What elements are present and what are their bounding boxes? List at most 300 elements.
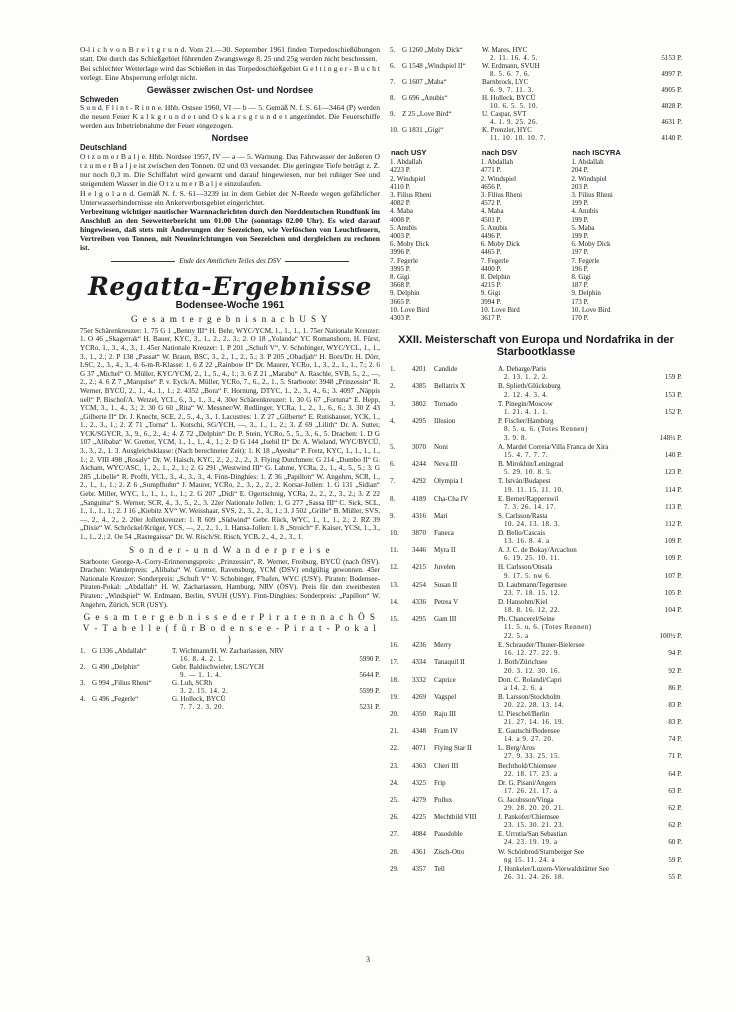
points: 109 P.: [664, 537, 682, 546]
points: 94 P.: [668, 649, 682, 658]
result-row: [390, 416, 682, 425]
race-scores: 21. 27. 14. 16. 19.: [504, 718, 565, 727]
spacer: [92, 703, 172, 711]
boat-cell: [402, 62, 482, 70]
spacer: [390, 873, 412, 881]
points: 74 P.: [668, 735, 682, 744]
points: 5644 P.: [359, 671, 380, 680]
crew: P. Fischer/Hamburg: [498, 416, 554, 425]
spacer: [434, 735, 498, 743]
boat-cell: [402, 126, 482, 134]
result-row-scores: [390, 838, 682, 846]
spacer: [390, 572, 412, 580]
sail-number: 4292: [412, 477, 426, 486]
result-row: [390, 597, 682, 606]
spacer: [390, 134, 402, 142]
rank: 19.: [390, 692, 399, 701]
comparison-row: [390, 240, 682, 248]
spacer: [390, 425, 412, 433]
header-nach-iscyra: nach ISCYRA: [572, 148, 621, 157]
comparison-row: [390, 265, 682, 273]
points-blank: [654, 743, 682, 752]
iscyra-entry: 10. Love Bird: [571, 305, 611, 314]
piraten-row: [80, 647, 380, 655]
sail-number: G 1548: [402, 62, 423, 70]
sail-number: 4071: [412, 744, 426, 753]
owner: G. Luh, SCRh: [172, 679, 213, 688]
yacht-name: Candide: [434, 365, 458, 374]
points-blank: [654, 795, 682, 804]
spacer: [434, 684, 498, 692]
iscyra-entry: 187 P.: [571, 281, 589, 290]
result-row: [390, 692, 682, 701]
iscyra-entry: 199 P.: [571, 199, 589, 208]
iscyra-entry: 204 P.: [571, 166, 589, 175]
points-blank: [350, 647, 380, 655]
usy-entry: 4303 P.: [390, 314, 411, 323]
boat-name: „Abdallah“: [114, 647, 147, 656]
spacer: [390, 735, 412, 743]
boat-cell: [92, 695, 172, 703]
section-heading-ost-nordsee: Gewässer zwischen Ost- und Nordsee: [146, 84, 314, 95]
spacer: [434, 520, 498, 528]
points-blank: [654, 657, 682, 666]
result-row: [390, 459, 682, 468]
points: 4828 P.: [661, 102, 682, 110]
spacer: [434, 606, 498, 614]
dsv-entry: 7. Fegerle: [480, 256, 509, 265]
spacer: [434, 821, 498, 829]
spacer: [390, 70, 402, 78]
spacer: [434, 667, 498, 675]
race-scores: 8. 5. 6. 7. 6.: [490, 70, 531, 78]
yacht-name: Olympia I: [434, 477, 463, 486]
points-blank: [652, 46, 682, 54]
piraten-row: [80, 679, 380, 687]
spacer: [434, 373, 498, 381]
result-row-scores: [390, 408, 682, 416]
race-scores: 26. 31. 24. 26. 18.: [504, 872, 565, 881]
crew: A. J. C. de Bokay/Arcachon: [498, 546, 577, 555]
owner: U. Caspar, SVT: [482, 110, 527, 118]
sail-number: G 994: [92, 679, 110, 688]
spacer: [390, 486, 412, 494]
points-blank: [654, 494, 682, 503]
rank: 8.: [390, 94, 396, 102]
rank: 24.: [390, 778, 399, 787]
sail-number: G 1831: [402, 126, 423, 134]
points: 5231 P.: [359, 703, 380, 712]
sail-number: 4269: [412, 692, 426, 701]
spacer: [390, 649, 412, 657]
piraten-row: [390, 94, 682, 102]
rank: 4.: [80, 695, 86, 704]
result-row: [390, 399, 682, 408]
spacer: [412, 408, 434, 416]
points: [654, 623, 682, 631]
points-blank: [350, 679, 380, 687]
yacht-name: Pasodoble: [434, 830, 463, 839]
result-row-scores: [390, 787, 682, 795]
comparison-row: [390, 306, 682, 314]
crew: Bechthold/Chiemsee: [498, 761, 557, 770]
crew: E. Urrutia/San Sebastian: [498, 830, 568, 839]
yacht-name: Neva III: [434, 460, 458, 469]
spacer: [92, 687, 172, 695]
sail-number: 4084: [412, 830, 426, 839]
result-row: [390, 657, 682, 666]
sail-number: 4295: [412, 416, 426, 425]
usy-entry: 4110 P.: [390, 182, 411, 191]
result-row: [390, 442, 682, 451]
dsv-entry: 3617 P.: [480, 314, 502, 323]
race-scores: 27. 9. 33. 25. 15.: [504, 752, 561, 761]
spacer: [390, 770, 412, 778]
race-scores: 9. 17. 5. nw 6.: [504, 571, 552, 580]
race-scores: 3. 2. 15. 14. 2.: [180, 687, 229, 696]
usy-entry: 5. Anubis: [390, 223, 417, 232]
crew: J. Both/Zürichsee: [498, 658, 548, 667]
rank: 3.: [80, 679, 86, 688]
result-row: [390, 511, 682, 520]
crew: E. Schrauder/Thuner-Bielersee: [498, 641, 585, 650]
race-scores: 24. 23. 19. 19. a: [504, 838, 558, 847]
dsv-entry: 3994 P.: [480, 297, 502, 306]
sail-number: 4325: [412, 778, 426, 787]
usy-entry: 4082 P.: [390, 199, 411, 208]
result-row-scores: [390, 684, 682, 692]
spacer: [412, 856, 434, 864]
usy-entry: 3. Filius Rheni: [390, 191, 432, 200]
spacer: [390, 503, 412, 511]
points: 152 P.: [664, 407, 682, 416]
spacer: [434, 856, 498, 864]
points-blank: [654, 778, 682, 787]
piraten-row-scores: [80, 703, 380, 711]
race-scores: 16. 8. 4. 2. 1.: [180, 655, 225, 664]
spacer: [412, 425, 434, 433]
race-scores: 17. 26. 21. 17. a: [504, 786, 558, 795]
result-row-scores: [390, 632, 682, 640]
iscyra-entry: 7. Fegerle: [571, 256, 600, 265]
spacer: [412, 451, 434, 459]
boat-cell: [402, 110, 482, 118]
race-scores: 11. 10. 10. 10. 7.: [490, 134, 546, 142]
spacer: [402, 102, 482, 110]
points-blank: [654, 614, 682, 623]
spacer: [434, 873, 498, 881]
points-blank: [652, 78, 682, 86]
points-blank: [654, 812, 682, 821]
spacer: [434, 486, 498, 494]
result-row: [390, 812, 682, 821]
points: 86 P.: [668, 683, 682, 692]
result-row-scores: [390, 589, 682, 597]
result-row: [390, 795, 682, 804]
spacer: [412, 606, 434, 614]
spacer: [412, 468, 434, 476]
points: 104 P.: [664, 605, 682, 614]
result-row: [390, 381, 682, 390]
points-blank: [654, 381, 682, 390]
crew: T. Pinegin/Moscow: [498, 399, 553, 408]
spacer: [402, 70, 482, 78]
yacht-name: Mari: [434, 511, 448, 520]
spacer: [434, 838, 498, 846]
sail-number: 3802: [412, 399, 426, 408]
yacht-name: Caprice: [434, 675, 456, 684]
yacht-name: Juvelen: [434, 563, 456, 572]
piraten-row: [390, 46, 682, 54]
crew: U. Pieschel/Berlin: [498, 710, 550, 719]
usy-entry: 3996 P.: [390, 248, 411, 257]
boat-name: „Anubis“: [421, 94, 448, 102]
points-blank: [350, 663, 380, 671]
dsv-entry: 9. Gigi: [480, 289, 501, 298]
crew: Ph. Chancerel/Seine: [498, 614, 555, 623]
points-blank: [350, 695, 380, 703]
spacer: [434, 804, 498, 812]
yacht-name: Myra II: [434, 546, 456, 555]
usy-entry: 6. Moby Dick: [390, 240, 430, 249]
points-blank: [654, 709, 682, 718]
race-scores: 2. 11. 16. 4. 5.: [490, 54, 538, 62]
race-scores: 11. 5. u. 6. (Totes Rennen): [504, 623, 592, 632]
rank: 20.: [390, 710, 399, 719]
points-blank: [654, 847, 682, 856]
iscyra-entry: 1. Abdallah: [571, 158, 604, 167]
usy-entry: 8. Gigi: [390, 273, 410, 282]
spacer: [390, 856, 412, 864]
sail-number: 3332: [412, 675, 426, 684]
rundfunk-notice: Verbreitung wichtiger nautischer Warnnachrichten durch den Norddeutschen Rundfunk im Anschluß an den Seewetterbericht um 01.00 Uhr (sonntags 02.00 Uhr). Es wird darauf hingewiesen, daß stets mit Änderungen der Seezeichen, wie Verlöschen von Leuchtfeuern, Vertreiben von Tonnen, mit Neueinrichtungen von Seezeichen und dergleichen zu rechnen ist.: [80, 207, 380, 253]
race-scores: 5. 29. 10. 8. 5.: [504, 468, 553, 477]
race-scores: 6. 9. 7. 11. 3.: [490, 86, 534, 94]
rank: 18.: [390, 675, 399, 684]
rank: 17.: [390, 658, 399, 667]
spacer: [402, 86, 482, 94]
spacer: [434, 701, 498, 709]
comparison-row: [390, 158, 682, 166]
usy-entry: 1. Abdallah: [390, 158, 423, 167]
spacer: [390, 701, 412, 709]
spacer: [390, 554, 412, 562]
race-scores: ng 15. 11. 24. a: [504, 855, 556, 864]
result-row-scores: [390, 373, 682, 381]
rank: 1.: [390, 365, 396, 374]
points-blank: [654, 364, 682, 373]
yacht-name: Bellatrix X: [434, 382, 466, 391]
points-blank: [654, 399, 682, 408]
boat-cell: [92, 663, 172, 671]
piraten-row: [80, 695, 380, 703]
spacer: [434, 770, 498, 778]
iscyra-entry: 8. Gigi: [571, 273, 591, 282]
dsv-entry: 6. Moby Dick: [480, 240, 520, 249]
rank: 15.: [390, 614, 399, 623]
boat-name: „Delphin“: [111, 663, 140, 672]
sail-number: 4348: [412, 727, 426, 736]
result-row-scores: [390, 425, 682, 433]
piraten-heading: G e s a m t e r g e b n i s s e d e r P i r a t e n n a c h Ö S V - T a b e l l e ( f ü r B o d e n s e e - P i r a t - P o k a l ): [82, 612, 378, 645]
crew: G. Jacobsson/Vinga: [498, 795, 554, 804]
iscyra-entry: 6. Moby Dick: [571, 240, 611, 249]
yacht-name: Gam III: [434, 614, 457, 623]
page-number: 3: [366, 955, 370, 964]
result-row-scores: [390, 468, 682, 476]
sail-number: G 1260: [402, 46, 423, 54]
comparison-row: [390, 199, 682, 207]
rank: 26.: [390, 813, 399, 822]
points-blank: [652, 94, 682, 102]
race-scores: 4. 1. 9. 25. 26.: [490, 118, 539, 126]
spacer: [390, 408, 412, 416]
sonderpreise-heading: S o n d e r - u n d W a n d e r p r e i s e: [129, 544, 331, 555]
rank: 25.: [390, 795, 399, 804]
header-nach-usy: nach USY: [391, 148, 427, 157]
dsv-entry: 3. Filius Rheni: [480, 191, 523, 200]
right-column: [390, 46, 682, 881]
section-heading-nordsee: Nordsee: [211, 133, 249, 144]
boat-name: „Moby Dick“: [424, 46, 463, 54]
points-blank: [654, 597, 682, 606]
spacer: [412, 554, 434, 562]
points: 100½ P.: [659, 632, 682, 641]
helgoland-notice: H e l g o l a n d. Gemäß N. f. S. 61—3239 ist in dem Gebiet der N-Reede wegen gefährlicher Unterwasserhindernisse ein Ankerverbotsgebiet eingerichtet.: [80, 188, 380, 207]
dsv-entry: 8. Delphin: [480, 273, 511, 282]
piraten-row-scores: [390, 70, 682, 78]
spacer: [80, 655, 92, 663]
points-blank: [654, 864, 682, 873]
crew: D. Laubmann/Tegernsee: [498, 580, 567, 589]
piraten-row: [390, 110, 682, 118]
sail-number: G 1336: [92, 647, 113, 656]
race-scores: 13. 16. 8. 4. a: [504, 537, 550, 546]
result-row: [390, 476, 682, 485]
points: 148½ P.: [659, 434, 682, 443]
points: 113 P.: [665, 502, 682, 511]
piraten-row: [390, 126, 682, 134]
intro-paragraph-1: O-l i c h v o n B r e i t g r u n d. Vom 21.—30. September 1961 finden Torpedoschießübungen statt. Die durch das Schießgebiet führenden Zwangswege 8, 25 und 25g werden nicht beschossen.: [80, 45, 380, 63]
result-row: [390, 709, 682, 718]
spacer: [390, 838, 412, 846]
boat-name: „Maba“: [424, 78, 447, 86]
sail-number: 4279: [412, 795, 426, 804]
spacer: [390, 468, 412, 476]
spacer: [412, 503, 434, 511]
comparison-row: [390, 216, 682, 224]
yacht-name: Tanaquil II: [434, 658, 465, 667]
crew: D. Bello/Cascais: [498, 529, 546, 538]
points: 5599 P.: [359, 687, 380, 696]
points: 4140 P.: [661, 134, 682, 142]
race-scores: 8. 5. u. 6. (Totes Rennen): [504, 424, 588, 433]
sail-number: 4363: [412, 761, 426, 770]
points-blank: [654, 442, 682, 451]
spacer: [434, 752, 498, 760]
points-blank: [654, 692, 682, 701]
points: 5990 P.: [359, 655, 380, 664]
spacer: [92, 655, 172, 663]
piraten-row-scores: [390, 102, 682, 110]
points: 107 P.: [664, 571, 682, 580]
crew: L. Berg/Aros: [498, 744, 535, 753]
sail-number: 4334: [412, 658, 426, 667]
spacer: [402, 54, 482, 62]
rank: 12.: [390, 563, 399, 572]
sail-number: 4361: [412, 847, 426, 856]
yacht-name: Flying Star II: [434, 744, 472, 753]
result-row-scores: [390, 856, 682, 864]
rank: 6.: [390, 460, 396, 469]
spacer: [390, 54, 402, 62]
ranking-comparison-table: [390, 148, 682, 322]
crew: H. Carlsson/Onsala: [498, 563, 553, 572]
piraten-row-scores: [390, 118, 682, 126]
spacer: [390, 451, 412, 459]
otzumer-notice: O t z u m e r B a l j e. Hhb. Nordsee 1957, IV — a — 5. Warnung. Das Fahrwasser der äußeren O t z u m e r B a l j e ist zwischen den Tonnen. 02 und 03 versandet. Die geringste Tiefe beträgt z. Z. nur noch 0,3 m. Die Schiffahrt wird gewarnt und darauf hingewiesen, nur bei ruhiger See und steigendem Wasser in die O t z u m e r B a l j e einzulaufen.: [80, 151, 380, 188]
dsv-entry: 10. Love Bird: [480, 305, 520, 314]
yacht-name: Illusion: [434, 416, 456, 425]
sail-number: 4201: [412, 365, 426, 374]
result-row-scores: [390, 735, 682, 743]
comparison-row: [390, 224, 682, 232]
spacer: [412, 838, 434, 846]
rank: 9.: [390, 511, 396, 520]
championship-results-table: [390, 364, 682, 881]
crew: T. István/Budapest: [498, 477, 551, 486]
dsv-entry: 1. Abdallah: [480, 158, 513, 167]
spacer: [412, 821, 434, 829]
result-row: [390, 614, 682, 623]
rank: 28.: [390, 847, 399, 856]
piraten-row-scores: [80, 687, 380, 695]
points-blank: [654, 416, 682, 425]
race-scores: 14. a 9. 27. 20.: [504, 735, 554, 744]
comparison-row: [390, 175, 682, 183]
result-row-scores: [390, 503, 682, 511]
rank: 2.: [80, 663, 86, 672]
spacer: [390, 434, 412, 442]
rank: 7.: [390, 78, 396, 86]
spacer: [412, 735, 434, 743]
crew: E. Gautschi/Bodensee: [498, 727, 560, 736]
rank: 14.: [390, 597, 399, 606]
points: 55 P.: [668, 872, 682, 881]
crew: A. Debarge/Paris: [498, 365, 547, 374]
dsv-entry: 4. Maba: [480, 207, 504, 216]
spacer: [390, 589, 412, 597]
rank: 4.: [390, 416, 396, 425]
comparison-row: [390, 232, 682, 240]
spacer: [390, 606, 412, 614]
usy-entry: 4. Maba: [390, 207, 413, 216]
crew: E. Bernet/Rapperswil: [498, 494, 559, 503]
yacht-name: Vagspel: [434, 692, 457, 701]
points-blank: [654, 726, 682, 735]
sail-number: Z 25: [402, 110, 416, 118]
owner: T. Wichmann/H. W. Zachariassen, NRV: [172, 647, 284, 656]
dsv-entry: 2. Windspiel: [480, 174, 517, 183]
sail-number: G 496: [92, 695, 110, 704]
spacer: [412, 718, 434, 726]
result-row: [390, 761, 682, 770]
sail-number: 4189: [412, 494, 426, 503]
piraten-table-left: [80, 647, 380, 711]
spacer: [434, 649, 498, 657]
boat-cell: [402, 78, 482, 86]
rank: 11.: [390, 546, 399, 555]
